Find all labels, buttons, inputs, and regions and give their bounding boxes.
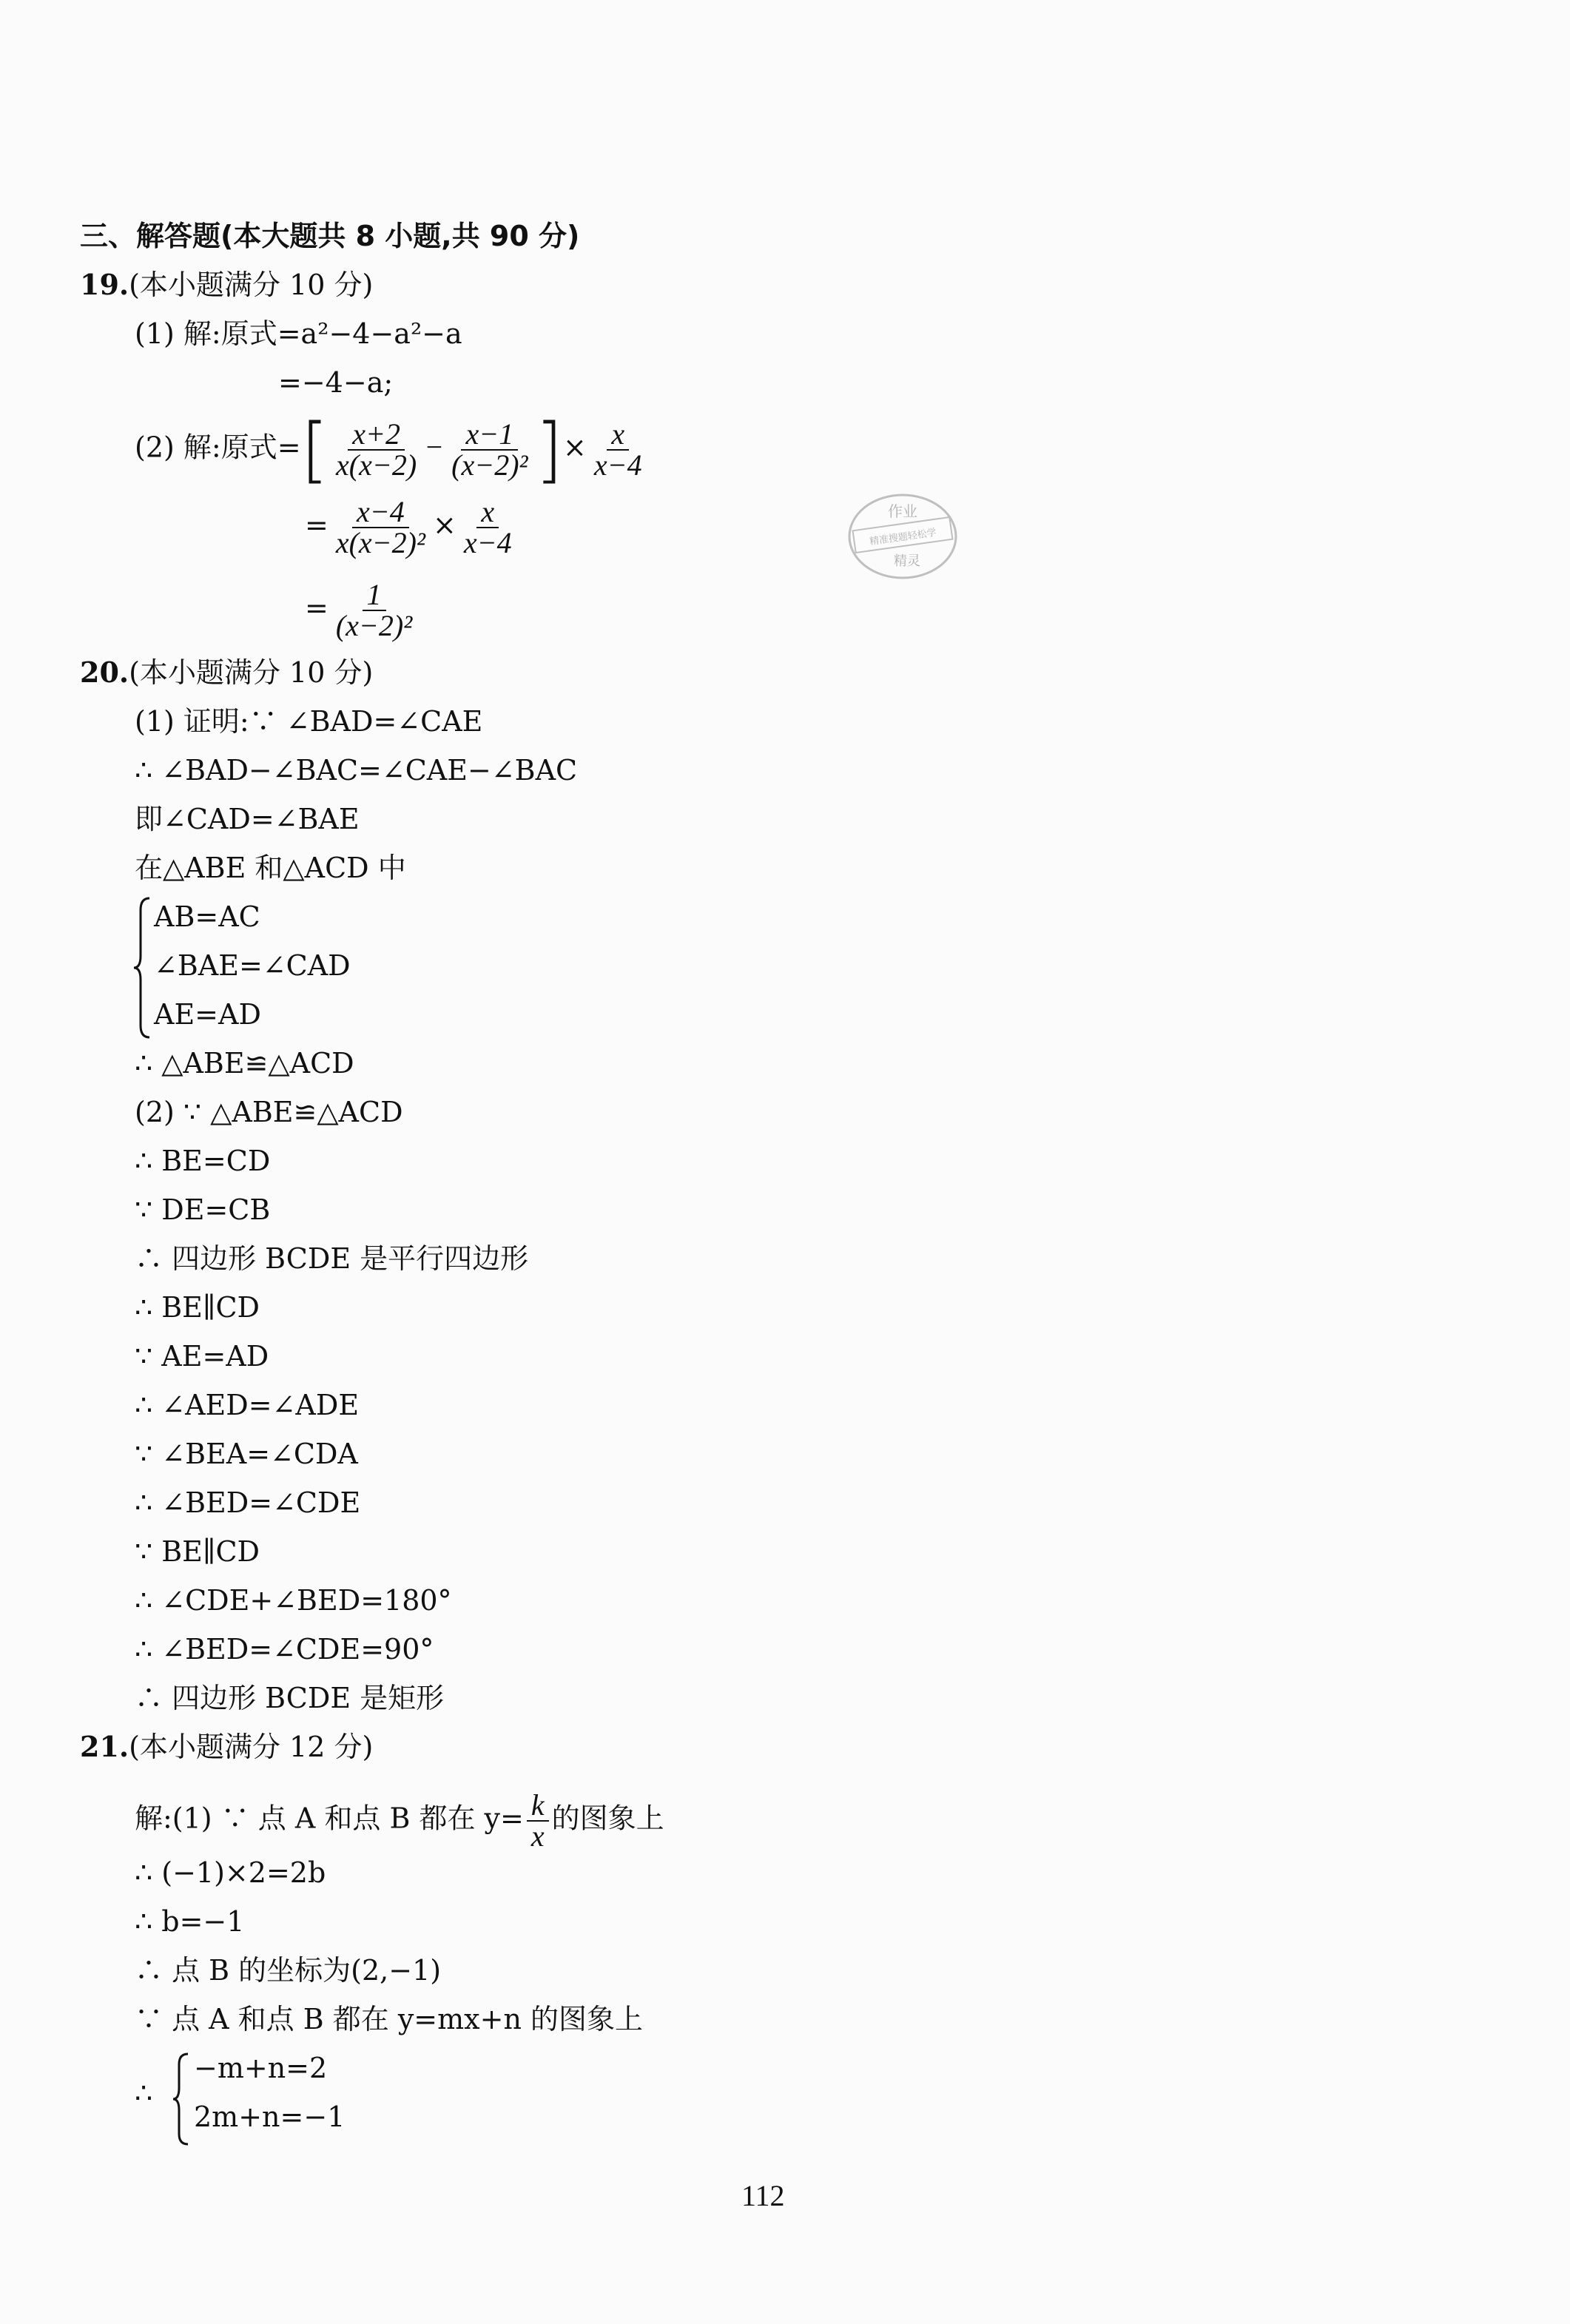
proof-line: ∴ △ABE≌△ACD: [135, 1047, 354, 1080]
q20-header: [80, 656, 373, 690]
proof-line: (1) 证明:∵ ∠BAD=∠CAE: [135, 705, 483, 738]
q19-part2-line1: [135, 408, 650, 491]
fraction-denominator: x−4: [593, 448, 642, 482]
proof-line: 在△ABE 和△ACD 中: [135, 852, 406, 884]
q21-line1-prefix: 解:(1) ∵ 点 A 和点 B 都在 y=: [135, 1802, 524, 1835]
q21-score: (本小题满分 12 分): [129, 1731, 374, 1763]
q19-header: [80, 268, 373, 302]
proof-line: ∴ 四边形 BCDE 是平行四边形: [135, 1242, 529, 1275]
q21-line1-suffix: 的图象上: [551, 1802, 664, 1835]
proof-line: ∴ ∠BED=∠CDE=90°: [135, 1633, 434, 1665]
fraction-denominator: x(x−2)²: [335, 526, 425, 559]
q19-score: (本小题满分 10 分): [129, 269, 374, 301]
q21-system-eq2: 2m+n=−1: [194, 2101, 346, 2133]
q19-part2-line3: [305, 580, 420, 641]
fraction-numerator: x: [607, 420, 629, 451]
fraction-denominator: (x−2)²: [451, 448, 528, 482]
q21-line1: [135, 1788, 664, 1853]
fraction-numerator: 1: [363, 580, 386, 611]
q19-part2-line2: [305, 497, 519, 558]
fraction: [527, 1788, 549, 1853]
q19-part1-line2: =−4−a;: [278, 366, 394, 399]
proof-line: ∴ 四边形 BCDE 是矩形: [135, 1682, 445, 1714]
q19-part1-line1: (1) 解:原式=a²−4−a²−a: [135, 317, 462, 350]
page-number: 112: [741, 2179, 785, 2212]
proof-line: ∴ ∠BED=∠CDE: [135, 1486, 361, 1519]
minus-sign: −: [424, 430, 445, 464]
solution-line: ∴ b=−1: [135, 1905, 245, 1938]
proof-line: ∠BAE=∠CAD: [154, 949, 351, 982]
proof-line: AB=AC: [154, 900, 260, 933]
right-bracket: ]: [535, 408, 563, 491]
homework-stamp-logo: [843, 488, 962, 585]
fraction-denominator: x−4: [463, 526, 512, 559]
fraction-denominator: (x−2)²: [335, 609, 413, 642]
proof-line: ∴ BE=CD: [135, 1145, 271, 1177]
fraction: [459, 497, 516, 558]
stamp-bottom-text: 精灵: [894, 553, 920, 569]
q21-system-prefix: ∴: [135, 2077, 153, 2109]
fraction-denominator: x: [530, 1819, 545, 1853]
proof-line: 即∠CAD=∠BAE: [135, 803, 360, 835]
fraction-denominator: x(x−2): [336, 448, 417, 482]
fraction-numerator: x: [476, 497, 499, 528]
times-sign: ×: [563, 431, 587, 464]
proof-line: ∴ ∠CDE+∠BED=180°: [135, 1584, 452, 1617]
solution-line: ∴ (−1)×2=2b: [135, 1856, 326, 1889]
section-heading: 三、解答题(本大题共 8 小题,共 90 分): [80, 220, 580, 252]
proof-line: ∵ DE=CB: [135, 1193, 271, 1226]
times-sign: ×: [432, 508, 456, 542]
fraction-numerator: x−1: [461, 420, 518, 451]
proof-line: ∴ ∠BAD−∠BAC=∠CAE−∠BAC: [135, 754, 578, 787]
equals-sign: =: [305, 591, 329, 624]
left-bracket: [: [300, 408, 329, 491]
proof-line: ∴ ∠AED=∠ADE: [135, 1389, 360, 1421]
proof-line: ∵ ∠BEA=∠CDA: [135, 1438, 358, 1470]
fraction: [447, 417, 532, 482]
proof-line: (2) ∵ △ABE≌△ACD: [135, 1096, 403, 1128]
fraction-numerator: k: [527, 1791, 549, 1822]
stamp-top-text: 作业: [888, 502, 917, 520]
q21-header: [80, 1730, 373, 1764]
q21-system-eq1: −m+n=2: [194, 2052, 328, 2084]
proof-line: ∴ BE∥CD: [135, 1291, 260, 1324]
fraction: [331, 497, 430, 558]
solution-line: ∴ 点 B 的坐标为(2,−1): [135, 1954, 442, 1987]
proof-line: ∵ BE∥CD: [135, 1535, 260, 1568]
proof-line: AE=AD: [154, 998, 261, 1031]
fraction: [331, 580, 417, 641]
left-brace: [132, 895, 154, 1040]
stamp-middle-text: 精准搜题轻松学: [869, 527, 937, 548]
solution-line: ∵ 点 A 和点 B 都在 y=mx+n 的图象上: [135, 2003, 644, 2035]
equals-sign: =: [305, 508, 329, 542]
q19-part2-prefix: (2) 解:原式=: [135, 431, 301, 464]
proof-line: ∵ AE=AD: [135, 1340, 269, 1372]
fraction: [590, 417, 647, 482]
fraction-numerator: x+2: [348, 420, 405, 451]
q21-number: 21.: [80, 1730, 129, 1763]
left-brace: [172, 2051, 191, 2147]
fraction: [331, 417, 421, 482]
fraction-numerator: x−4: [352, 497, 409, 528]
q20-score: (本小题满分 10 分): [129, 656, 374, 689]
q19-number: 19.: [80, 268, 129, 301]
q20-number: 20.: [80, 656, 129, 689]
